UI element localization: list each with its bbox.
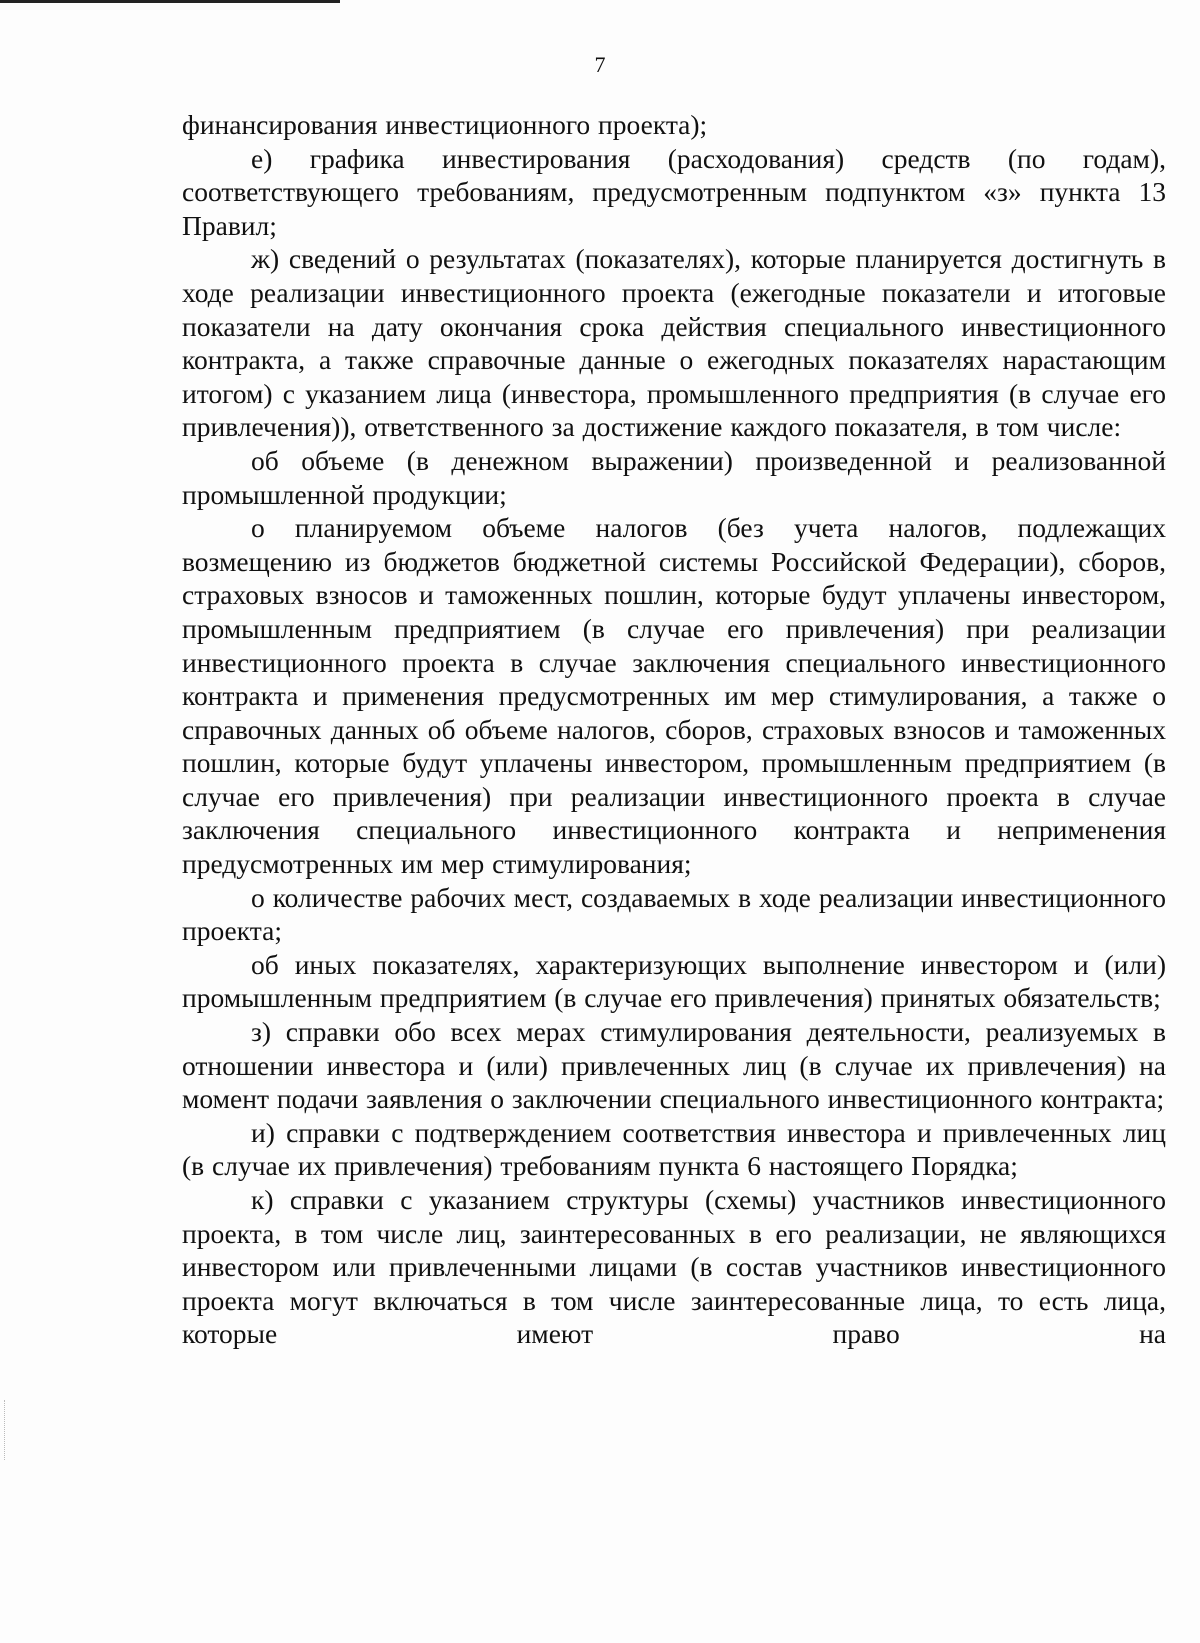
paragraph-taxes: о планируемом объеме налогов (без учета налогов, подлежащих возмещению из бюджетов бюджетной системы Российской Федерации), сборов, страховых взносов и таможенных пошлин, которые будут уплачены инвестором, промышленным предприятием (в случае его привлечения) при реализации инвестиционного проекта в случае заключения специального инвестиционного контракта и применения предусмотренных им мер стимулирования, а также о справочных данных об объеме налогов, сборов, страховых взносов и таможенных пошлин, которые будут уплачены инвестором, промышленным предприятием (в случае его привлечения) при реализации инвестиционного проекта в случае заключения специального инвестиционного контракта и неприменения предусмотренных им мер стимулирования;	[182, 512, 1166, 880]
scan-edge-line	[0, 0, 340, 3]
paragraph-item-e: е) графика инвестирования (расходования) средств (по годам), соответствующего требованиям, предусмотренным подпунктом «з» пункта 13 Правил;	[182, 142, 1166, 241]
paragraph-jobs: о количестве рабочих мест, создаваемых в ходе реализации инвестиционного проекта;	[182, 881, 1166, 947]
scan-margin-specks	[4, 1400, 7, 1460]
paragraph-item-k: к) справки с указанием структуры (схемы) участников инвестиционного проекта, в том числе лиц, заинтересованных в его реализации, не являющихся инвестором или привлеченными лицами (в состав участников инвестиционного проекта могут включаться в том числе заинтересованные лица, то есть лица, которые имеют право на	[182, 1184, 1166, 1350]
paragraph-other-indicators: об иных показателях, характеризующих выполнение инвестором и (или) промышленным предприятием (в случае его привлечения) принятых обязательств;	[182, 948, 1166, 1014]
paragraph-item-i: и) справки с подтверждением соответствия инвестора и привлеченных лиц (в случае их привлечения) требованиям пункта 6 настоящего Порядка;	[182, 1116, 1166, 1182]
body-text	[182, 108, 1166, 1351]
paragraph-item-z: з) справки обо всех мерах стимулирования деятельности, реализуемых в отношении инвестора и (или) привлеченных лиц (в случае их привлечения) на момент подачи заявления о заключении специального инвестиционного контракта;	[182, 1016, 1166, 1115]
paragraph-item-zh: ж) сведений о результатах (показателях), которые планируется достигнуть в ходе реализации инвестиционного проекта (ежегодные показатели и итоговые показатели на дату окончания срока действия специального инвестиционного контракта, а также справочные данные о ежегодных показателях нарастающим итогом) с указанием лица (инвестора, промышленного предприятия (в случае его привлечения)), ответственного за достижение каждого показателя, в том числе:	[182, 243, 1166, 443]
paragraph-continuation: финансирования инвестиционного проекта);	[182, 109, 708, 140]
page-number: 7	[594, 52, 606, 77]
paragraph-production-volume: об объеме (в денежном выражении) произведенной и реализованной промышленной продукции;	[182, 444, 1166, 510]
